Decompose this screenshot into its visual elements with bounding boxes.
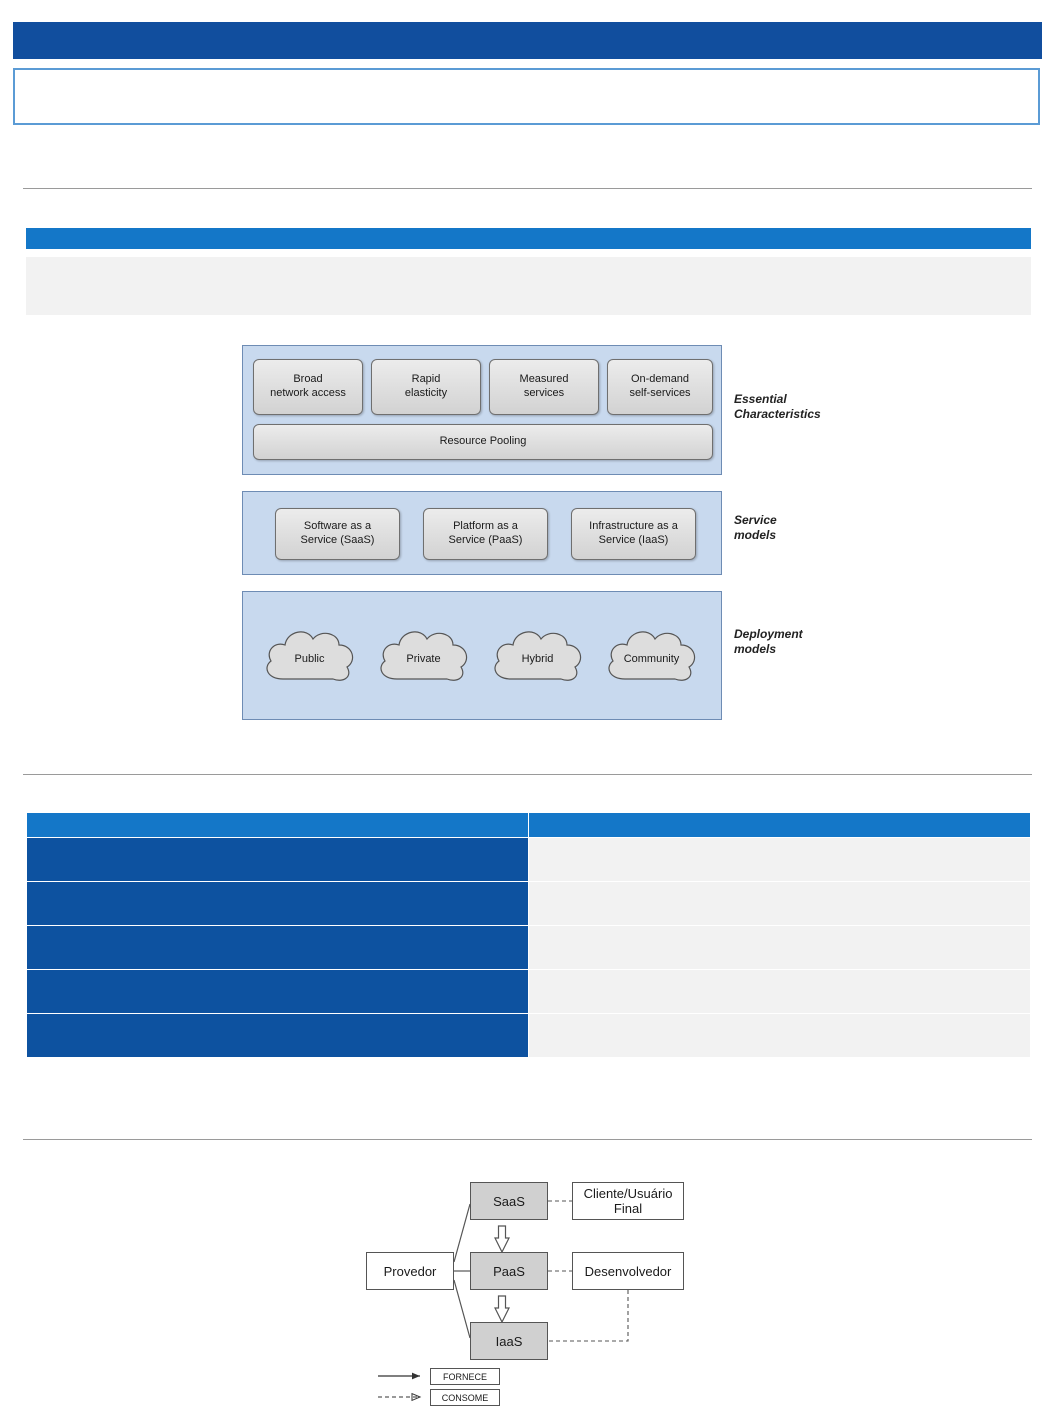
service-model-iaas-line1: Infrastructure as a [589,520,678,533]
label-essential-characteristics-line1: Essential [734,392,787,406]
table-row [27,1014,1031,1058]
characteristic-rapid-elasticity-line2: elasticity [404,387,448,399]
nist-cloud-model-figure [242,345,822,720]
characteristic-measured-services-line2: services [523,387,565,399]
node-developer [572,1252,684,1290]
characteristic-measured-services [489,359,599,415]
characteristic-on-demand-self-services [607,359,713,415]
table-row [27,926,1031,970]
label-deployment-models-line2: models [734,642,777,656]
characteristic-rapid-elasticity [371,359,481,415]
cloud-hybrid-label: Hybrid [521,653,554,665]
cloud-public [257,617,362,695]
table-cell-key [27,882,529,926]
service-model-saas-line2: Service (SaaS) [300,534,375,546]
characteristic-rapid-elasticity-line1: Rapid [411,373,441,386]
essential-characteristics-group [242,345,722,475]
label-essential-characteristics-line2: Characteristics [734,407,821,421]
models-table [26,812,1031,1058]
top-banner [13,22,1042,59]
node-client-line1: Cliente/Usuário [583,1186,673,1201]
table-header-value [529,813,1031,838]
table-row [27,882,1031,926]
label-deployment-models-line1: Deployment [734,627,803,641]
label-deployment-models [734,627,803,657]
characteristic-broad-network-access-line2: network access [270,387,346,399]
label-service-models [734,513,777,543]
section-body-panel [26,257,1031,315]
node-developer-label: Desenvolvedor [584,1263,672,1279]
cloud-private-label: Private [406,653,441,665]
node-iaas [470,1322,548,1360]
table-cell-key [27,970,529,1014]
node-client-line2: Final [613,1201,643,1216]
characteristic-resource-pooling-label: Resource Pooling [439,435,527,448]
table-cell-key [27,838,529,882]
table-cell-value [529,882,1031,926]
table-cell-value [529,1014,1031,1058]
node-saas [470,1182,548,1220]
divider-rule-1 [23,188,1032,189]
table-cell-value [529,926,1031,970]
cloud-community [599,617,704,695]
callout-text [15,70,1038,86]
table-cell-value [529,970,1031,1014]
section-header-bar [26,228,1031,249]
legend-supplies-label: FORNECE [442,1371,487,1382]
table-cell-key [27,1014,529,1058]
divider-rule-2 [23,774,1032,775]
service-model-paas-line2: Service (PaaS) [448,534,523,546]
characteristic-broad-network-access [253,359,363,415]
node-client-end-user [572,1182,684,1220]
characteristic-resource-pooling [253,424,713,460]
divider-rule-3 [23,1139,1032,1140]
service-model-iaas-line2: Service (IaaS) [598,534,669,546]
label-service-models-line1: Service [734,513,777,527]
label-essential-characteristics [734,392,821,422]
node-iaas-label: IaaS [495,1333,523,1349]
callout-box [13,68,1040,125]
legend-consumes [430,1389,500,1406]
service-models-group [242,491,722,575]
node-provider [366,1252,454,1290]
node-paas-label: PaaS [493,1263,525,1279]
characteristic-broad-network-access-line1: Broad [293,373,323,386]
table-row [27,970,1031,1014]
legend-supplies [430,1368,500,1385]
service-model-saas-line1: Software as a [303,520,372,533]
cloud-private [371,617,476,695]
legend-consumes-label: CONSOME [441,1392,489,1403]
service-model-paas-line1: Platform as a [453,520,518,533]
service-model-iaas [571,508,696,560]
cloud-community-label: Community [623,653,680,665]
section-header-label [26,228,1031,234]
characteristic-on-demand-self-services-line1: On-demand [630,373,690,386]
service-relationship-figure [360,1178,700,1403]
node-paas [470,1252,548,1290]
table-cell-value [529,838,1031,882]
cloud-public-label: Public [294,653,325,665]
node-saas-label: SaaS [493,1193,525,1209]
table-header-key [27,813,529,838]
node-provider-label: Provedor [383,1263,437,1279]
deployment-models-group [242,591,722,720]
service-model-paas [423,508,548,560]
table-cell-key [27,926,529,970]
section-body-text [26,257,1031,271]
service-model-saas [275,508,400,560]
characteristic-on-demand-self-services-line2: self-services [629,387,691,399]
table-header-row [27,813,1031,838]
table-row [27,838,1031,882]
label-service-models-line2: models [734,528,777,542]
characteristic-measured-services-line1: Measured [519,373,569,386]
cloud-hybrid [485,617,590,695]
